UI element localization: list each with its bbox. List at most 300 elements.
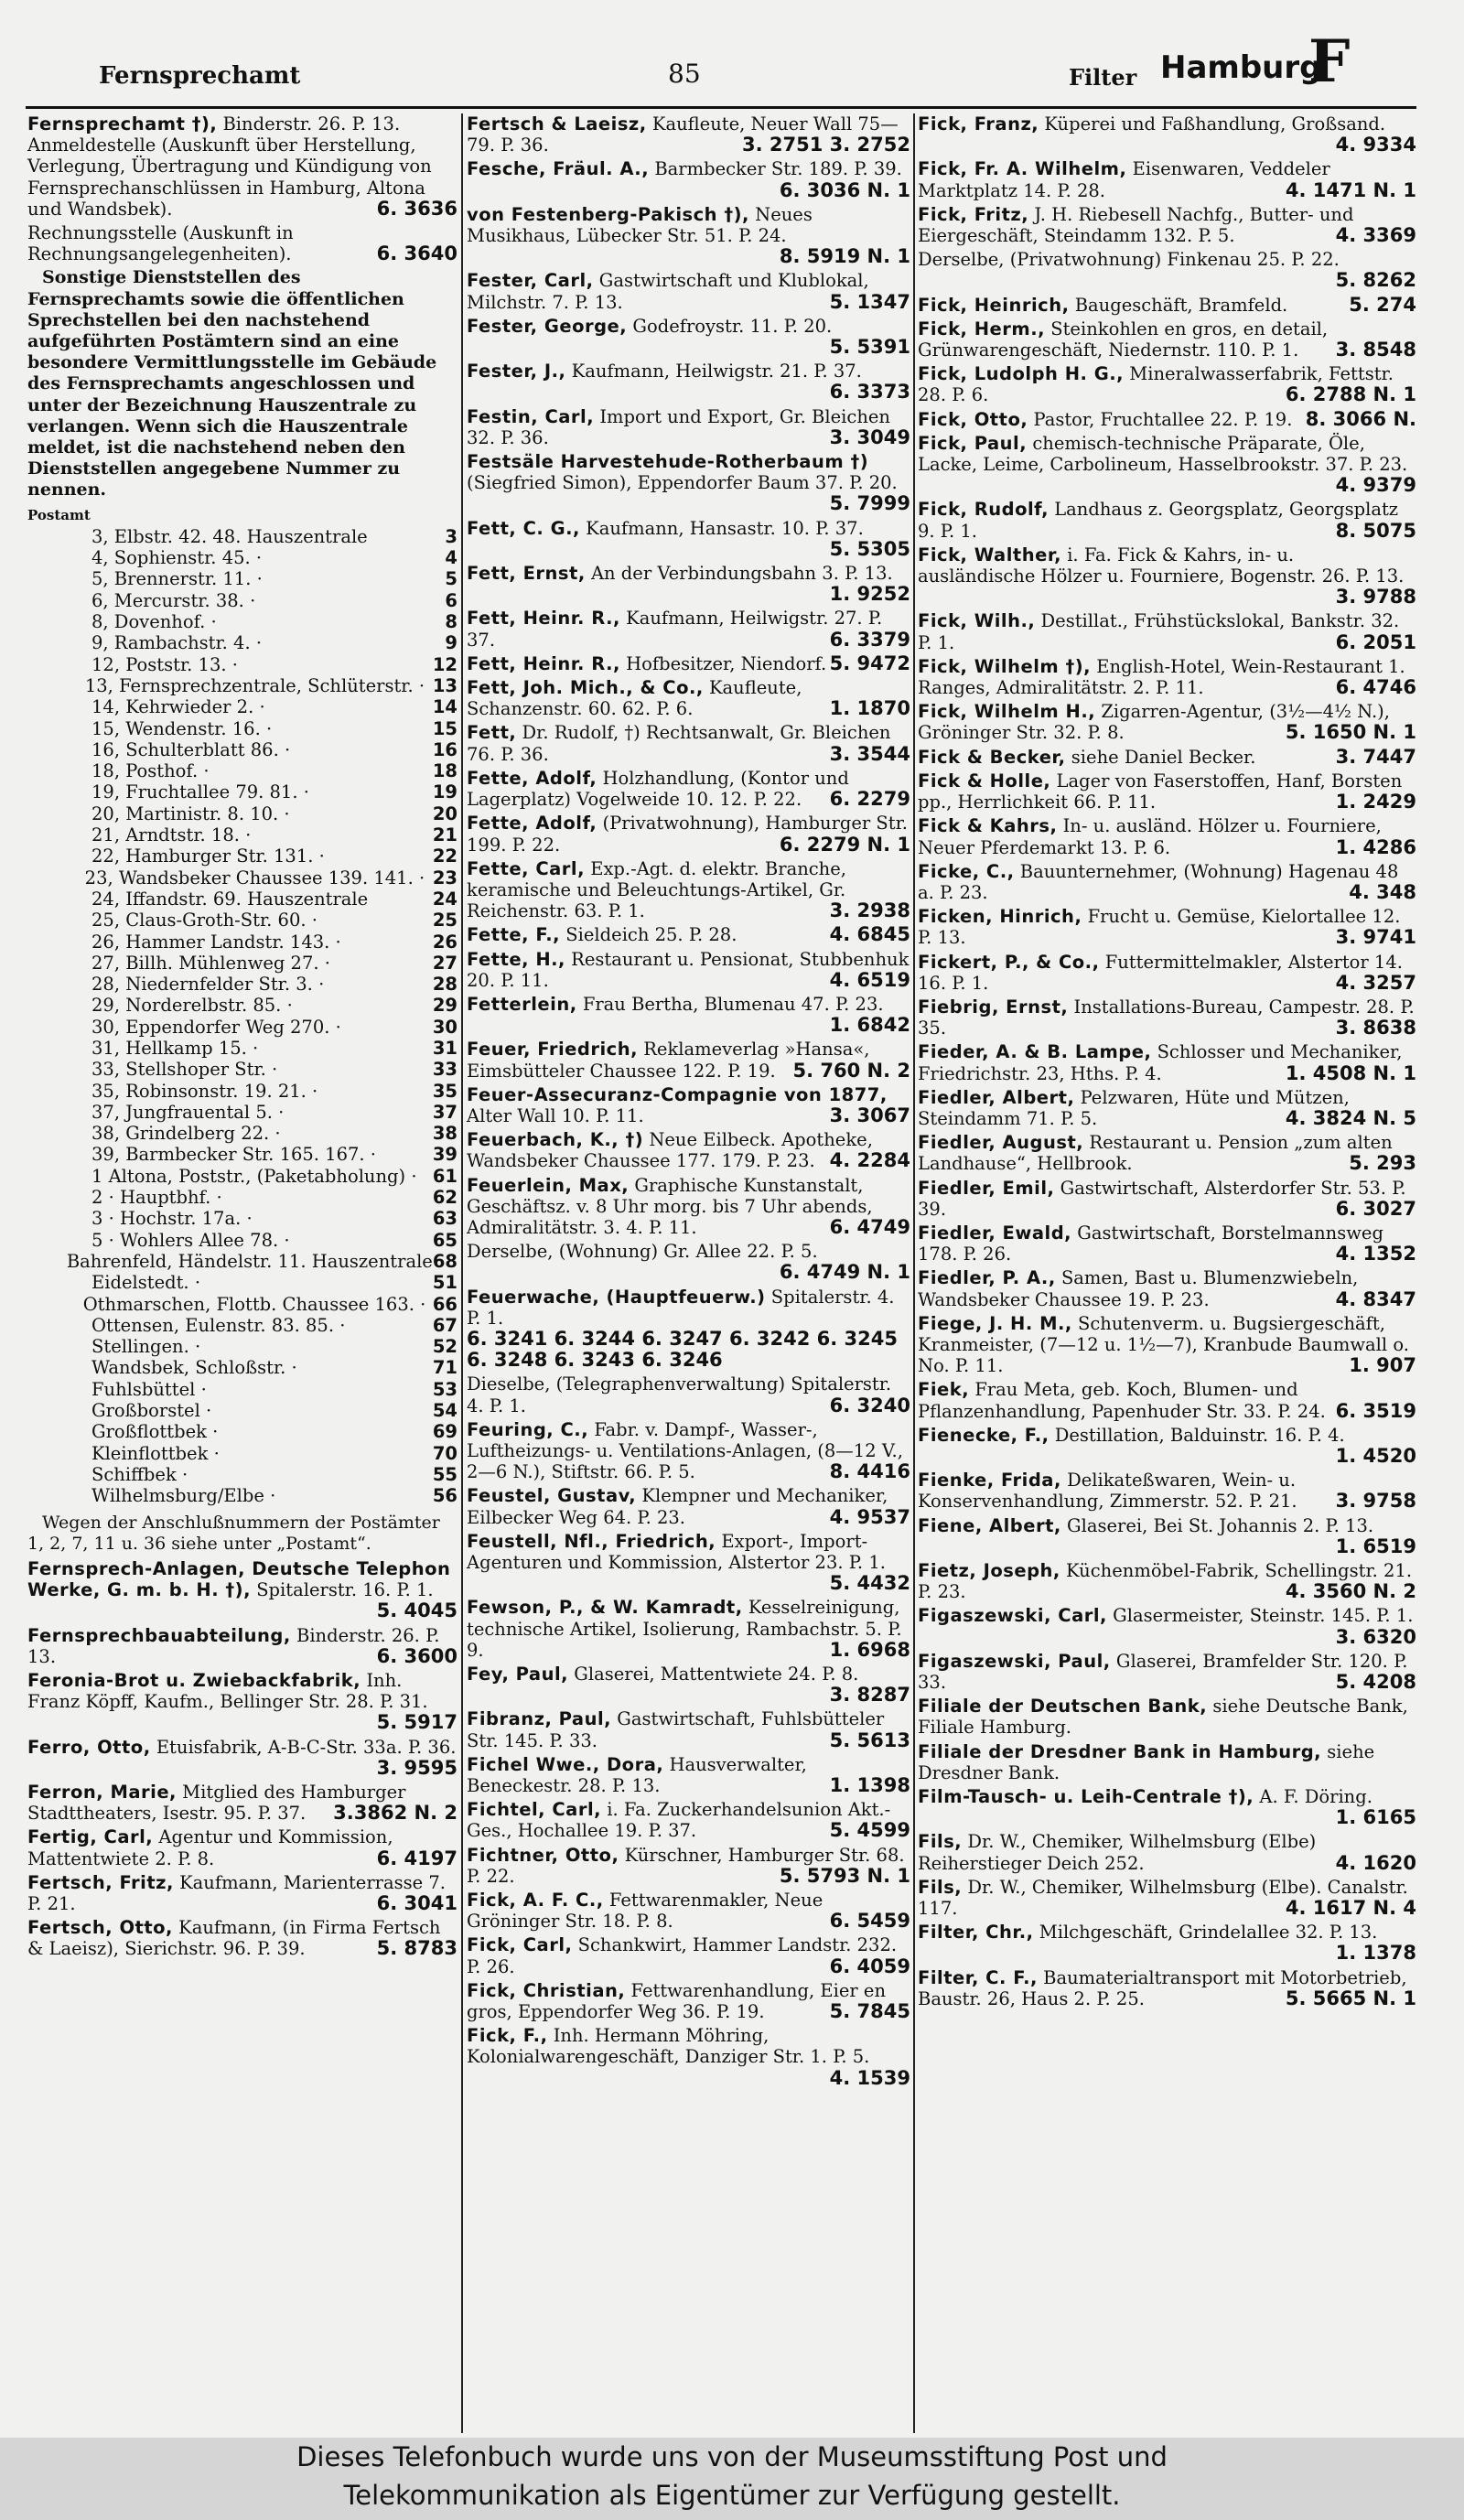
listing-entry xyxy=(918,1425,1416,1467)
postamt-row xyxy=(27,1144,458,1165)
listing-name: Feuring, C., xyxy=(467,1418,589,1440)
listing-details: i. Fa. Fick & Kahrs, in- u. ausländische Hölzer u. Fourniere, Bogenstr. 26. P. 13. xyxy=(918,544,1405,587)
postamt-address: 27, Billh. Mühlenweg 27. · xyxy=(92,952,330,974)
listing-details: Restaurant u. Pensionat, Stubbenhuk 20. P. 11. xyxy=(467,948,910,991)
phone-number: 8. 4416 xyxy=(829,1460,910,1483)
postamt-extension: 52 xyxy=(432,1336,458,1358)
listing-name: Festsäle Harvestehude-Rotherbaum †) xyxy=(467,451,869,473)
postamt-address: 35, Robinsonstr. 19. 21. · xyxy=(92,1080,318,1102)
listing-details: Binderstr. 26. P. 13. xyxy=(27,1624,440,1667)
postamt-extension: 28 xyxy=(432,974,458,996)
listing-name: Fett, Heinr. R., xyxy=(467,608,620,630)
listing-entry xyxy=(918,656,1416,698)
listing-name: Fett, Ernst, xyxy=(467,563,586,585)
listing-entry xyxy=(467,1799,910,1841)
listing-name: Fiek, xyxy=(918,1379,970,1401)
phone-number: 1. 1398 xyxy=(829,1774,910,1797)
listing-entry xyxy=(918,610,1416,652)
postamt-label: Postamt xyxy=(27,506,91,523)
listing-details: Etuisfabrik, A-B-C-Str. 33a. P. 36. xyxy=(156,1736,457,1758)
listing-details: J. H. Riebesell Nachfg., Butter- und Eiergeschäft, Steindamm 132. P. 5. xyxy=(918,203,1354,247)
listing-entry xyxy=(918,1178,1416,1220)
listing-entry xyxy=(27,1782,458,1824)
phone-number: 1. 4508 N. 1 xyxy=(1285,1061,1416,1084)
listing-entry xyxy=(467,653,910,674)
listing-entry xyxy=(918,1786,1416,1828)
listing-name: Fester, J., xyxy=(467,361,566,382)
postamt-address: Fuhlsbüttel · xyxy=(92,1378,207,1400)
column-2 xyxy=(467,113,910,2434)
listing-entry xyxy=(918,1132,1416,1174)
listing-entry xyxy=(918,1922,1416,1964)
listing-name: Fett, C. G., xyxy=(467,517,580,539)
listing-details: Fettwarenmakler, Neue Gröninger Str. 18. P. 8. xyxy=(467,1890,824,1933)
postamt-address: 20, Martinistr. 8. 10. · xyxy=(92,802,290,824)
listing-entry xyxy=(918,861,1416,903)
postamt-extension: 12 xyxy=(432,653,458,675)
listing-details: siehe Daniel Becker. xyxy=(1071,746,1256,768)
listing-entry xyxy=(918,1831,1416,1873)
listing-name: Figaszewski, Carl, xyxy=(918,1605,1107,1627)
postamt-address: Schiffbek · xyxy=(92,1463,188,1485)
listing-details: Kaufmann, (in Firma Fertsch & Laeisz), Sierichstr. 96. P. 39. xyxy=(27,1917,441,1960)
postamt-list xyxy=(27,505,458,1507)
listing-entry xyxy=(467,2025,910,2089)
column-1 xyxy=(27,113,458,2434)
phone-number: 5. 5305 xyxy=(829,537,910,560)
listing-entry xyxy=(27,1670,458,1734)
listing-name: Filter, C. F., xyxy=(918,1966,1038,1988)
phone-number: 4. 3824 N. 5 xyxy=(1285,1106,1416,1129)
postamt-address: 3, Elbstr. 42. 48. Hauszentrale xyxy=(92,525,368,547)
phone-number: 6. 3519 xyxy=(1335,1399,1416,1422)
postamt-extension: 66 xyxy=(432,1293,458,1315)
phone-number: 5. 5613 xyxy=(829,1728,910,1751)
phone-number: 6. 2051 xyxy=(1335,630,1416,653)
column-3 xyxy=(918,113,1416,2434)
phone-number: 5. 5665 N. 1 xyxy=(1285,1987,1416,2009)
phone-number: 3. 3049 xyxy=(829,425,910,448)
postamt-address: Eidelstedt. · xyxy=(92,1272,201,1294)
listing-name: Fienecke, F., xyxy=(918,1424,1050,1446)
listing-name: Figaszewski, Paul, xyxy=(918,1650,1111,1672)
listing-details: Agentur und Kommission, Mattentwiete 2. P. 8. xyxy=(27,1826,393,1869)
postamt-extension: 68 xyxy=(432,1250,458,1272)
postamt-row xyxy=(27,1315,458,1336)
listing-details: Godefroystr. 11. P. 20. xyxy=(632,315,833,337)
listing-details: i. Fa. Zuckerhandelsunion Akt.-Ges., Hochallee 19. P. 37. xyxy=(467,1799,891,1842)
phone-number: 1. 1378 xyxy=(1335,1942,1416,1965)
listing-name: Fick, Fritz, xyxy=(918,203,1029,225)
listing-entry xyxy=(467,563,910,605)
listing-details: Gastwirtschaft, Borstelmannsweg 178. P. 26. xyxy=(918,1222,1383,1265)
running-head-range: Filter xyxy=(1069,64,1137,91)
listing-entry xyxy=(467,1039,910,1081)
phone-number: 5. 7845 xyxy=(829,2000,910,2023)
postamt-extension: 33 xyxy=(432,1059,458,1081)
postamt-address: 39, Barmbecker Str. 165. 167. · xyxy=(92,1144,377,1166)
listing-entry xyxy=(467,1084,910,1126)
phone-number: 3.3862 N. 2 xyxy=(333,1802,458,1825)
phone-number: 4. 2284 xyxy=(829,1149,910,1172)
postamt-row xyxy=(27,1038,458,1059)
postamt-row xyxy=(27,1166,458,1187)
notice-text-2: Wegen der Anschlußnummern der Postämter 1, 2, 7, 11 u. 36 siehe unter „Postamt“. xyxy=(27,1512,440,1554)
phone-number: 3. 7447 xyxy=(1335,745,1416,768)
postamt-row xyxy=(27,1059,458,1080)
phone-number: 6. 3379 xyxy=(829,628,910,651)
listing-name: Fernsprechbauabteilung, xyxy=(27,1624,291,1646)
listing-entry xyxy=(467,451,910,515)
listing-details: Sieldeich 25. P. 28. xyxy=(565,924,737,946)
postamt-address: 26, Hammer Landstr. 143. · xyxy=(92,931,341,953)
postamt-row xyxy=(27,1123,458,1144)
postamt-row xyxy=(27,1464,458,1485)
listing-details: Gastwirtschaft, Alsterdorfer Str. 53. P. 39. xyxy=(918,1177,1406,1220)
listing-entry xyxy=(918,363,1416,405)
listing-entry xyxy=(918,1967,1416,2009)
listing-details: Destillation, Balduinstr. 16. P. 4. xyxy=(1054,1424,1345,1446)
listing-name: Filiale der Dresdner Bank in Hamburg, xyxy=(918,1740,1322,1762)
postamt-address: Stellingen. · xyxy=(92,1336,201,1358)
listing-name: Fett, xyxy=(467,722,517,744)
postamt-extension: 21 xyxy=(432,824,458,846)
listing-entry xyxy=(27,222,458,264)
listing-entry xyxy=(467,1934,910,1976)
postamt-row xyxy=(27,1485,458,1506)
listing-name: Fick, Ludolph H. G., xyxy=(918,363,1125,385)
postamt-address: 13, Fernsprechzentrale, Schlüterstr. · xyxy=(84,674,425,696)
phone-number: 5. 4208 xyxy=(1335,1671,1416,1694)
listing-details: Dr. W., Chemiker, Wilhelmsburg (Elbe) Reiherstieger Deich 252. xyxy=(918,1831,1317,1874)
listing-details: Import und Export, Gr. Bleichen 32. P. 36. xyxy=(467,405,890,448)
listing-details: Samen, Bast u. Blumenzwiebeln, Wandsbeker Chaussee 19. P. 23. xyxy=(918,1267,1359,1310)
phone-number: 5. 7999 xyxy=(829,492,910,515)
listing-name: Ferro, Otto, xyxy=(27,1736,151,1758)
listing-details: Hofbesitzer, Niendorf. xyxy=(626,652,827,674)
listing-details: Holzhandlung, (Kontor und Lagerplatz) Vogelweide 10. 12. P. 22. xyxy=(467,767,849,811)
listing-name: Fiedler, Emil, xyxy=(918,1177,1055,1199)
postamt-row xyxy=(27,824,458,845)
postamt-address: 37, Jungfrauental 5. · xyxy=(92,1101,285,1123)
listing-entry xyxy=(918,815,1416,857)
listing-entry xyxy=(467,1531,910,1595)
listing-name: Fette, Adolf, xyxy=(467,813,597,835)
listing-name: Ferron, Marie, xyxy=(27,1781,177,1803)
listing-name: Fick, Herm., xyxy=(918,318,1046,339)
listing-details: Eisenwaren, Veddeler Marktplatz 14. P. 28. xyxy=(918,158,1330,201)
phone-number: 4. 1620 xyxy=(1335,1851,1416,1874)
listing-name: Fienke, Frida, xyxy=(918,1470,1061,1492)
listing-details: Inh. Franz Köpff, Kaufm., Bellinger Str. 28. P. 31. xyxy=(27,1669,428,1713)
listing-details: Delikateßwaren, Wein- u. Konservenhandlung, Zimmerstr. 52. P. 21. xyxy=(918,1470,1297,1513)
listing-entry xyxy=(918,1267,1416,1309)
postamt-row xyxy=(27,526,458,547)
phone-number: 4. 1617 N. 4 xyxy=(1285,1897,1416,1920)
listing-name: Fick, A. F. C., xyxy=(467,1890,604,1912)
listing-details: Barmbecker Str. 189. P. 39. xyxy=(654,158,902,180)
postamt-address: Bahrenfeld, Händelstr. 11. Hauszentrale xyxy=(66,1250,433,1272)
listing-entry xyxy=(918,1087,1416,1129)
postamt-extension: 38 xyxy=(432,1123,458,1145)
postamt-extension: 23 xyxy=(432,867,458,888)
listing-name: Fette, Carl, xyxy=(467,857,585,879)
header-rule xyxy=(26,106,1416,109)
listing-entry xyxy=(467,204,910,268)
listing-entry xyxy=(467,1419,910,1483)
listing-details: (Siegfried Simon), Eppendorfer Baum 37. P. 20. xyxy=(467,472,898,494)
listing-entry xyxy=(467,994,910,1036)
listing-details: English-Hotel, Wein-Restaurant 1. Ranges, Admiralitätstr. 2. P. 11. xyxy=(918,655,1405,699)
postamt-row xyxy=(27,1187,458,1208)
listing-details: Neue Eilbeck. Apotheke, Wandsbeker Chaussee 177. 179. P. 23. xyxy=(467,1129,873,1172)
postamt-extension: 71 xyxy=(432,1357,458,1379)
postamt-extension: 6 xyxy=(445,589,458,611)
postamt-address: 31, Hellkamp 15. · xyxy=(92,1037,259,1059)
listing-entry xyxy=(918,701,1416,743)
listing-details: Glasermeister, Steinstr. 145. P. 1. xyxy=(1113,1605,1414,1627)
phone-number: 6. 3027 xyxy=(1335,1197,1416,1220)
listing-name: Fibranz, Paul, xyxy=(467,1708,612,1730)
listing-name: Fick & Kahrs, xyxy=(918,815,1058,837)
postamt-row xyxy=(27,1400,458,1421)
listing-entry xyxy=(27,1917,458,1959)
listing-details: Destillat., Frühstückslokal, Bankstr. 32. P. 1. xyxy=(918,610,1400,653)
postamt-extension: 56 xyxy=(432,1485,458,1507)
listing-name: Fieder, A. & B. Lampe, xyxy=(918,1041,1152,1063)
listing-name: Ficken, Hinrich, xyxy=(918,906,1082,928)
phone-number: 5. 293 xyxy=(1349,1152,1416,1175)
listing-name: Fiebrig, Ernst, xyxy=(918,996,1069,1018)
listing-entry xyxy=(467,1287,910,1372)
postamt-address: 22, Hamburger Str. 131. · xyxy=(92,845,325,867)
phone-number: 6. 4749 xyxy=(829,1215,910,1238)
postamt-extension: 24 xyxy=(432,888,458,910)
postamt-address: 6, Mercurstr. 38. · xyxy=(92,589,256,611)
listing-name: Fiene, Albert, xyxy=(918,1514,1061,1536)
listing-name: Feuerlein, Max, xyxy=(467,1174,630,1196)
listing-details: Baugeschäft, Bramfeld. xyxy=(1074,294,1288,316)
listing-name: Ficke, C., xyxy=(918,860,1015,882)
listing-entry xyxy=(467,949,910,991)
phone-number: 1. 6842 xyxy=(829,1014,910,1037)
postamt-extension: 51 xyxy=(432,1272,458,1294)
postamt-address: 30, Eppendorfer Weg 270. · xyxy=(92,1016,341,1038)
listing-name: Fernsprech-Anlagen, Deutsche Telephon Werke, G. m. b. H. †), xyxy=(27,1557,451,1601)
postamt-extension: 70 xyxy=(432,1442,458,1464)
phone-number: 1. 6519 xyxy=(1335,1535,1416,1557)
listing-details: Baumaterialtransport mit Motorbetrieb, Baustr. 26, Haus 2. P. 25. xyxy=(918,1966,1407,2009)
postamt-row xyxy=(27,632,458,653)
phone-number: 5. 5793 N. 1 xyxy=(779,1864,910,1887)
postamt-row xyxy=(27,654,458,675)
listing-name: Fietz, Joseph, xyxy=(918,1560,1060,1581)
listing-details: Gastwirtschaft und Klublokal, Milchstr. 7. P. 13. xyxy=(467,270,869,313)
postamt-extension: 27 xyxy=(432,952,458,974)
postamt-extension: 31 xyxy=(432,1037,458,1059)
postamt-row xyxy=(27,867,458,888)
listing-name: Feustell, Nfl., Friedrich, xyxy=(467,1530,716,1552)
listing-entry xyxy=(918,1515,1416,1557)
listing-entry xyxy=(918,499,1416,541)
archive-footer xyxy=(0,2438,1464,2520)
listing-name: Fichtner, Otto, xyxy=(467,1844,619,1866)
listing-entry xyxy=(467,677,910,719)
listing-details: Küperei und Faßhandlung, Großsand. xyxy=(1044,113,1386,135)
postamt-row xyxy=(27,974,458,995)
listing-entry xyxy=(467,406,910,448)
listing-entry xyxy=(27,1826,458,1868)
listing-details: siehe Dresdner Bank. xyxy=(918,1740,1375,1783)
phone-number: 5. 1650 N. 1 xyxy=(1285,721,1416,744)
phone-number: 4. 9334 xyxy=(1335,134,1416,156)
postamt-extension: 5 xyxy=(445,568,458,590)
listing-entry xyxy=(467,518,910,560)
postamt-row xyxy=(27,611,458,632)
listing-entry xyxy=(918,249,1416,291)
listing-name: Feustel, Gustav, xyxy=(467,1485,637,1507)
listing-entry xyxy=(27,1558,458,1622)
phone-number: 5. 5391 xyxy=(829,336,910,359)
phone-number: 1. 4286 xyxy=(1335,835,1416,858)
listing-details: Exp.-Agt. d. elektr. Branche, keramische und Beleuchtungs-Artikel, Gr. Reichenstr. 63. P. 1. xyxy=(467,857,846,922)
listing-entry xyxy=(918,1560,1416,1602)
phone-number: 4. 3560 N. 2 xyxy=(1285,1580,1416,1603)
listing-details: Glaserei, Bei St. Johannis 2. P. 13. xyxy=(1067,1514,1374,1536)
listing-details: Schankwirt, Hammer Landstr. 232. P. 26. xyxy=(467,1934,898,1977)
listing-details: Kesselreinigung, technische Artikel, Isolierung, Rambachstr. 5. P. 9. xyxy=(467,1597,902,1661)
listing-name: Fett, Joh. Mich., & Co., xyxy=(467,677,704,699)
phone-number: 3. 9758 xyxy=(1335,1490,1416,1513)
postamt-address: Wilhelmsburg/Elbe · xyxy=(92,1485,276,1507)
postamt-row xyxy=(27,1017,458,1038)
postamt-row xyxy=(27,910,458,931)
listing-name: Fick, Wilhelm †), xyxy=(918,655,1092,677)
listing-entry xyxy=(467,1373,910,1416)
listing-name: Fick, Fr. A. Wilhelm, xyxy=(918,158,1127,180)
phone-number: 8. 5919 N. 1 xyxy=(779,245,910,268)
postamt-extension: 20 xyxy=(432,802,458,824)
listing-entry xyxy=(918,996,1416,1039)
postamt-extension: 30 xyxy=(432,1016,458,1038)
listing-name: Fertsch, Fritz, xyxy=(27,1871,174,1893)
postamt-row xyxy=(27,1443,458,1464)
listing-details: Derselbe, (Privatwohnung) Finkenau 25. P. 22. xyxy=(918,249,1340,271)
listing-entry xyxy=(467,1890,910,1932)
listing-details: Spitalerstr. 16. P. 1. xyxy=(256,1579,434,1601)
postamt-address: 5 · Wohlers Allee 78. · xyxy=(92,1229,290,1251)
postamt-row xyxy=(27,760,458,781)
listing-name: Fick, Rudolf, xyxy=(918,499,1049,521)
postamt-address: 15, Wendenstr. 16. · xyxy=(92,717,273,739)
listing-entry xyxy=(27,113,458,220)
listing-name: Feuerbach, K., †) xyxy=(467,1129,644,1151)
listing-entry xyxy=(467,608,910,650)
listing-name: Fick, Wilhelm H., xyxy=(918,701,1096,723)
listing-entry xyxy=(918,906,1416,948)
phone-number: 1. 6968 xyxy=(829,1638,910,1661)
phone-number: 6. 4059 xyxy=(829,1955,910,1977)
phone-number: 4. 1539 xyxy=(829,2066,910,2089)
listing-details: Zigarren-Agentur, (3½—4½ N.), Gröninger Str. 32. P. 8. xyxy=(918,701,1390,744)
listing-name: Fick & Holle, xyxy=(918,770,1051,792)
postamt-address: Wandsbek, Schloßstr. · xyxy=(92,1357,297,1379)
postamt-row xyxy=(27,1230,458,1251)
listing-entry xyxy=(467,1597,910,1661)
listing-entry xyxy=(467,1845,910,1887)
listing-details: Fabr. v. Dampf-, Wasser-, Luftheizungs- u. Ventilations-Anlagen, (8—12 V., 2—6 N.), Stiftstr. 66. P. 5. xyxy=(467,1418,903,1483)
listing-name: Fichel Wwe., Dora, xyxy=(467,1753,664,1775)
listing-name: Fester, George, xyxy=(467,315,628,337)
postamt-address: 12, Poststr. 13. · xyxy=(92,653,238,675)
listing-entry xyxy=(467,1485,910,1527)
phone-number: 3. 3067 xyxy=(829,1104,910,1126)
postamt-address: Kleinflottbek · xyxy=(92,1442,220,1464)
phone-number: 5. 9472 xyxy=(829,652,910,674)
phone-number: 3. 9595 xyxy=(376,1756,458,1779)
phone-number: 1. 1870 xyxy=(829,697,910,720)
listing-details: Installations-Bureau, Campestr. 28. P. 35. xyxy=(918,996,1415,1039)
listing-entry xyxy=(918,1651,1416,1693)
listing-entry xyxy=(467,1241,910,1283)
postamt-address: 2 · Hauptbhf. · xyxy=(92,1187,222,1209)
listing-details: Schlosser und Mechaniker, Friedrichstr. 23, Hths. P. 4. xyxy=(918,1041,1403,1084)
postamt-extension: 3 xyxy=(445,525,458,547)
listing-entry xyxy=(467,924,910,945)
phone-number: 5. 8262 xyxy=(1335,269,1416,292)
listing-details: Landhaus z. Georgsplatz, Georgsplatz 9. P. 1. xyxy=(918,499,1399,542)
listing-details: Pastor, Fruchtallee 22. P. 19. xyxy=(1033,408,1293,430)
listing-details: Spitalerstr. 4. P. 1. xyxy=(467,1286,895,1329)
postamt-address: Großflottbek · xyxy=(92,1421,219,1443)
column-divider xyxy=(461,113,463,2433)
listing-details: Dr. W., Chemiker, Wilhelmsburg (Elbe). Canalstr. 117. xyxy=(918,1876,1408,1920)
phone-number: 3. 2751 3. 2752 xyxy=(741,134,910,156)
phone-number: 4. 6519 xyxy=(829,968,910,991)
postamt-address: Othmarschen, Flottb. Chaussee 163. · xyxy=(82,1293,426,1315)
listing-details: Kaufmann, Marienterrasse 7. P. 21. xyxy=(27,1871,446,1914)
listing-details: Derselbe, (Wohnung) Gr. Allee 22. P. 5. xyxy=(467,1241,818,1263)
listing-name: Fick, Heinrich, xyxy=(918,294,1070,316)
listing-details: A. F. Döring. xyxy=(1259,1786,1372,1808)
listing-name: Fiege, J. H. M., xyxy=(918,1312,1072,1334)
listing-details: Lager von Faserstoffen, Hanf, Borsten pp., Herrlichkeit 66. P. 11. xyxy=(918,770,1403,813)
postamt-extension: 14 xyxy=(432,696,458,718)
postamt-extension: 4 xyxy=(445,547,458,569)
phone-number: 6. 3600 xyxy=(376,1644,458,1667)
listing-entry xyxy=(918,770,1416,813)
postamt-extension: 29 xyxy=(432,995,458,1017)
listing-entry xyxy=(467,270,910,312)
listing-entry xyxy=(27,1625,458,1667)
postamt-extension: 61 xyxy=(432,1165,458,1187)
listing-name: Filiale der Deutschen Bank, xyxy=(918,1696,1208,1718)
phone-number: 6. 2788 N. 1 xyxy=(1285,383,1416,406)
listing-entry xyxy=(918,952,1416,994)
listing-name: Fette, H., xyxy=(467,948,565,970)
postamt-extension: 15 xyxy=(432,717,458,739)
listing-details: Neues Musikhaus, Lübecker Str. 51. P. 24. xyxy=(467,203,813,247)
listing-entry xyxy=(918,295,1416,316)
postamt-row xyxy=(27,803,458,824)
postamt-address: 29, Norderelbstr. 85. · xyxy=(92,995,293,1017)
listing-entry xyxy=(918,1470,1416,1512)
listing-name: Fiedler, Ewald, xyxy=(918,1222,1072,1244)
notice-text: Sonstige Dienststellen des Fernsprechamts sowie die öffentlichen Sprechstellen bei den nachstehend aufgeführten Postämtern sind an eine besondere Vermittlungsstelle im Gebäude des Fernsprechamts angeschlossen und unter der Bezeichnung Hauszentrale zu verlangen. Wenn sich die Hauszentrale meldet, ist die nachstehend neben den Dienststellen angegebene Nummer zu nennen. xyxy=(27,267,437,501)
listing-name: Fils, xyxy=(918,1831,963,1853)
postamt-row xyxy=(27,1208,458,1229)
postamt-address: 18, Posthof. · xyxy=(92,760,210,782)
